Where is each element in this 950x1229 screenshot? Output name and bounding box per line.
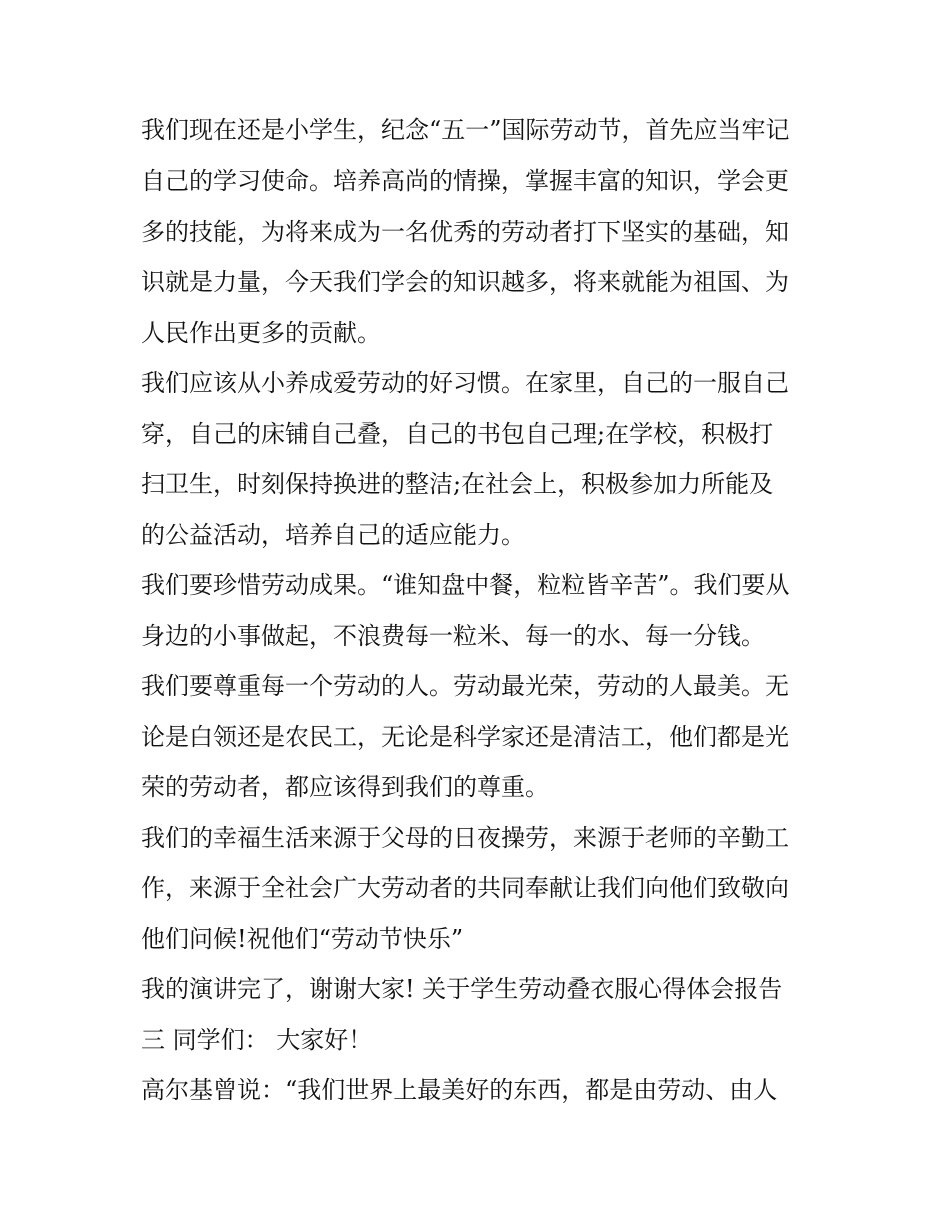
- text-line: 身边的小事做起，不浪费每一粒米、每一的水、每一分钱。: [141, 622, 765, 650]
- text-line: 穿，自己的床铺自己叠，自己的书包自己理;在学校，积极打: [141, 420, 774, 448]
- text-line: 我们的幸福生活来源于父母的日夜操劳，来源于老师的辛勤工: [141, 824, 789, 852]
- text-line: 高尔基曾说：“我们世界上最美好的东西，都是由劳动、由人: [141, 1076, 778, 1104]
- text-line: 多的技能，为将来成为一名优秀的劳动者打下坚实的基础，知: [141, 218, 789, 246]
- text-line: 扫卫生，时刻保持换进的整洁;在社会上，积极参加力所能及: [141, 470, 774, 498]
- text-line: 的公益活动，培养自己的适应能力。: [141, 521, 525, 549]
- text-line: 自己的学习使命。培养高尚的情操，掌握丰富的知识，学会更: [141, 167, 789, 195]
- text-line: 作，来源于全社会广大劳动者的共同奉献让我们向他们致敬向: [141, 874, 789, 902]
- text-line: 我的演讲完了，谢谢大家! 关于学生劳动叠衣服心得体会报告: [141, 975, 783, 1003]
- text-line: 我们应该从小养成爱劳动的好习惯。在家里，自己的一服自己: [141, 369, 789, 397]
- text-line: 荣的劳动者，都应该得到我们的尊重。: [141, 773, 549, 801]
- text-line: 论是白领还是农民工，无论是科学家还是清洁工，他们都是光: [141, 723, 789, 751]
- text-line: 三 同学们： 大家好！: [141, 1026, 373, 1054]
- text-line: 人民作出更多的贡献。: [141, 319, 381, 347]
- text-line: 我们要珍惜劳动成果。“谁知盘中餐，粒粒皆辛苦”。我们要从: [141, 571, 790, 599]
- text-line: 我们现在还是小学生，纪念“五一”国际劳动节，首先应当牢记: [141, 116, 790, 144]
- text-line: 我们要尊重每一个劳动的人。劳动最光荣，劳动的人最美。无: [141, 672, 789, 700]
- text-line: 识就是力量，今天我们学会的知识越多，将来就能为祖国、为: [141, 268, 789, 296]
- text-line: 他们问候!祝他们“劳动节快乐”: [141, 925, 464, 953]
